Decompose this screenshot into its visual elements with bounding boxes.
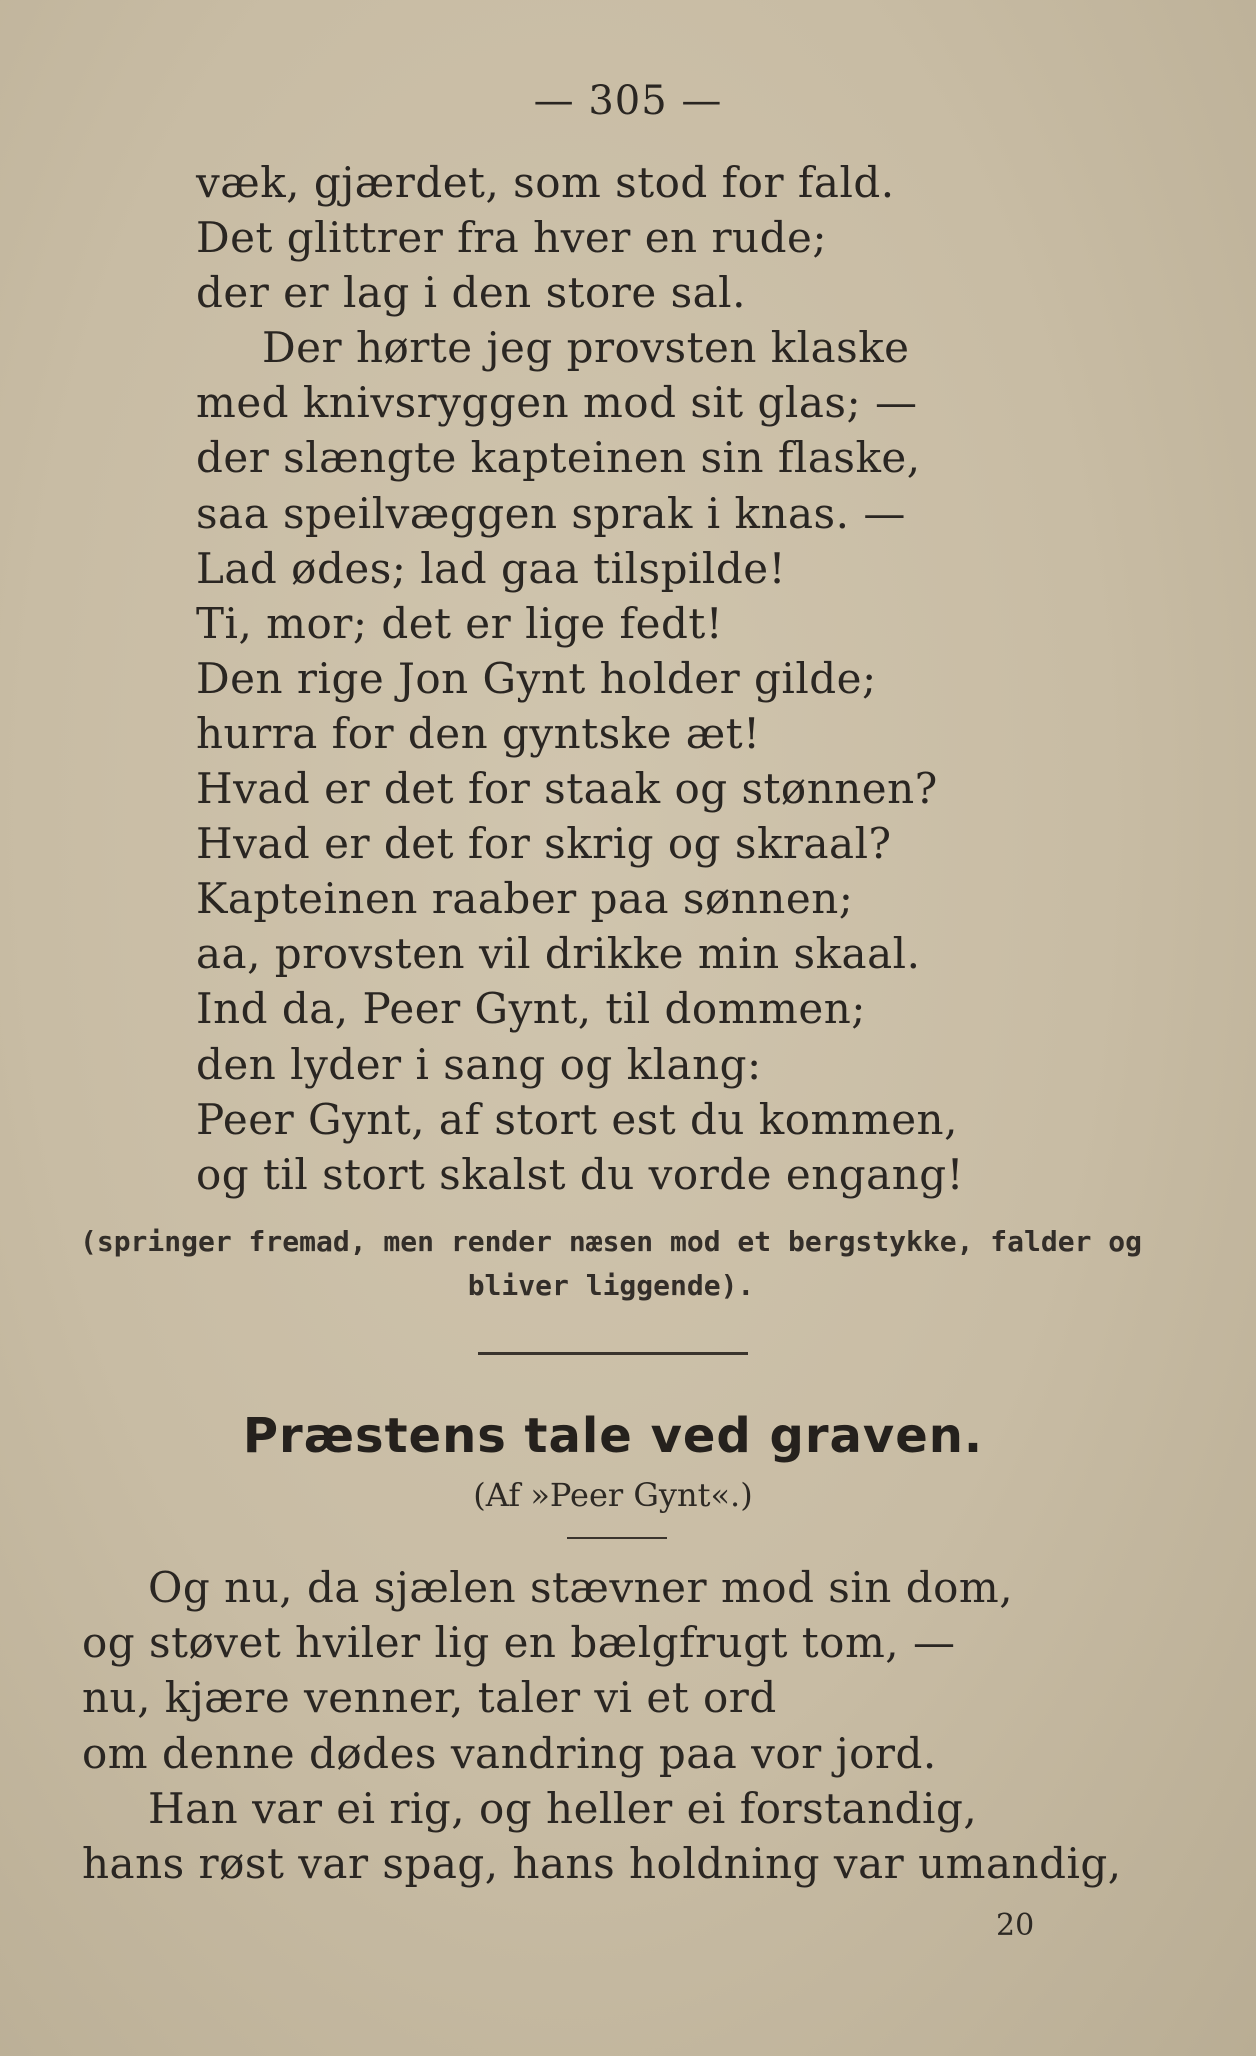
- poem-line: der slængte kapteinen sin flaske,: [196, 433, 921, 483]
- poem-line: Den rige Jon Gynt holder gilde;: [196, 653, 877, 703]
- section-divider: [478, 1352, 748, 1355]
- poem-line: Lad ødes; lad gaa tilspilde!: [196, 543, 786, 593]
- page-number: — 305 —: [533, 78, 723, 124]
- poem-line: Det glittrer fra hver en rude;: [196, 213, 827, 263]
- poem-line: hurra for den gyntske æt!: [196, 708, 761, 758]
- poem-line: Og nu, da sjælen stævner mod sin dom,: [148, 1563, 1014, 1612]
- poem-line: Kapteinen raaber paa sønnen;: [196, 874, 854, 924]
- poem-line: væk, gjærdet, som stod for fald.: [196, 158, 895, 207]
- poem-line: med knivsryggen mod sit glas; —: [196, 378, 918, 428]
- stage-direction-line: (springer fremad, men render næsen mod et bergstykke, falder og: [79, 1225, 1143, 1258]
- poem-stanza: [196, 155, 964, 1202]
- subtitle-divider: [567, 1537, 667, 1539]
- poem-line: Han var ei rig, og heller ei forstandig,: [148, 1783, 978, 1833]
- poem-line: den lyder i sang og klang:: [196, 1039, 762, 1089]
- section-subtitle: (Af »Peer Gynt«.): [473, 1476, 753, 1514]
- stage-direction-line: bliver liggende).: [467, 1269, 755, 1302]
- poem-line: Der hørte jeg provsten klaske: [262, 323, 910, 373]
- poem-line: saa speilvæggen sprak i knas. —: [196, 488, 906, 538]
- stage-direction: [66, 1220, 1156, 1308]
- poem-line: Ind da, Peer Gynt, til dommen;: [196, 984, 866, 1034]
- poem-line: der er lag i den store sal.: [196, 268, 746, 318]
- signature-mark: 20: [996, 1908, 1035, 1943]
- poem-line: aa, provsten vil drikke min skaal.: [196, 929, 921, 979]
- poem-line: hans røst var spag, hans holdning var umandig,: [82, 1838, 1122, 1888]
- poem-line: Ti, mor; det er lige fedt!: [196, 598, 724, 648]
- poem-line: og støvet hviler lig en bælgfrugt tom, —: [82, 1618, 956, 1668]
- poem-line: nu, kjære venner, taler vi et ord: [82, 1673, 777, 1723]
- section-title: Præstens tale ved graven.: [242, 1408, 984, 1464]
- poem-line: Hvad er det for staak og stønnen?: [196, 764, 938, 814]
- poem-line: Hvad er det for skrig og skraal?: [196, 819, 892, 869]
- poem-line: og til stort skalst du vorde engang!: [196, 1149, 965, 1199]
- poem-stanza: [82, 1560, 1122, 1891]
- poem-line: om denne dødes vandring paa vor jord.: [82, 1728, 937, 1778]
- poem-line: Peer Gynt, af stort est du kommen,: [196, 1094, 958, 1144]
